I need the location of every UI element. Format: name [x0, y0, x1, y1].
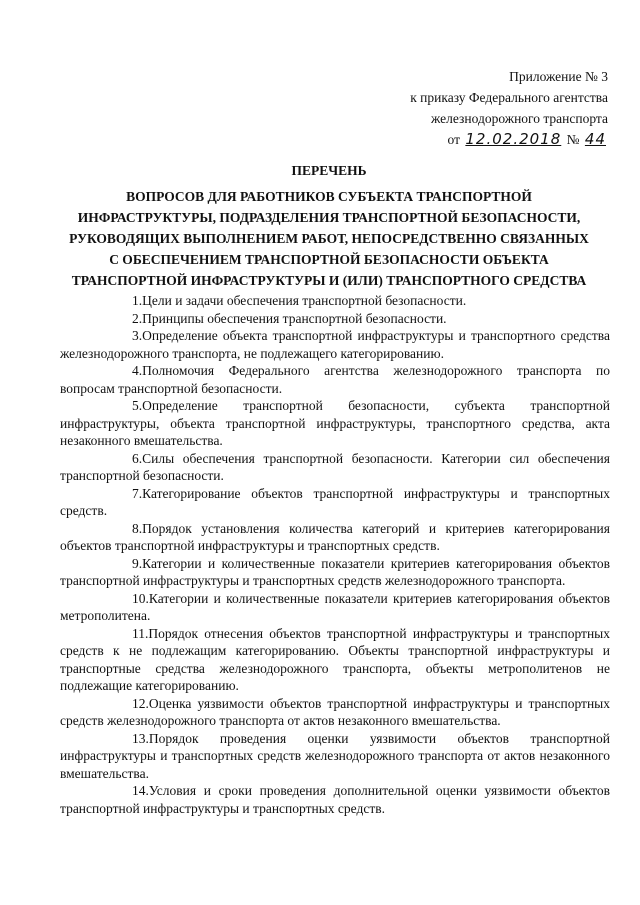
list-item	[60, 485, 610, 520]
item-number: 10.	[132, 590, 149, 606]
title-line-3: ИНФРАСТРУКТУРЫ, ПОДРАЗДЕЛЕНИЯ ТРАНСПОРТНОЙ БЕЗОПАСНОСТИ,	[77, 210, 581, 225]
item-number: 12.	[132, 695, 149, 711]
list-item	[60, 327, 610, 362]
list-item	[60, 397, 610, 450]
item-text: Оценка уязвимости объектов транспортной инфраструктуры и транспортных средств железнодорожного транспорта от актов незаконного вмешательства.	[60, 695, 610, 728]
item-number: 3.	[132, 328, 143, 343]
item-number: 2.	[132, 310, 143, 326]
item-text: Определение объекта транспортной инфраструктуры и транспортного средства железнодорожного транспорта, не подлежащего категорированию.	[60, 328, 610, 361]
item-text: Порядок проведения оценки уязвимости объектов транспортной инфраструктуры и транспортных средств железнодорожного транспорта от актов незаконного вмешательства.	[60, 730, 610, 781]
item-number: 6.	[132, 450, 143, 466]
title-line-2: ВОПРОСОВ ДЛЯ РАБОТНИКОВ СУБЪЕКТА ТРАНСПОРТНОЙ	[126, 189, 532, 204]
date-number-line	[410, 129, 608, 150]
title-line-6: ТРАНСПОРТНОЙ ИНФРАСТРУКТУРЫ И (ИЛИ) ТРАНСПОРТНОГО СРЕДСТВА	[71, 273, 587, 288]
agency-line: железнодорожного транспорта	[431, 111, 608, 126]
appendix-block	[410, 66, 608, 150]
item-text: Силы обеспечения транспортной безопасности. Категории сил обеспечения транспортной безопасности.	[60, 450, 610, 483]
item-number: 14.	[132, 783, 149, 798]
list-item	[60, 695, 610, 730]
item-number: 11.	[132, 625, 149, 641]
item-number: 13.	[132, 730, 149, 746]
list-item	[60, 590, 610, 625]
item-number: 9.	[132, 555, 143, 571]
handwritten-date: 12.02.2018	[465, 130, 562, 148]
item-text: Порядок установления количества категорий и критериев категорирования объектов транспортной инфраструктуры и транспортных средств.	[60, 520, 610, 553]
questions-list	[60, 292, 610, 817]
item-text: Полномочия Федерального агентства железнодорожного транспорта по вопросам транспортной безопасности.	[60, 363, 610, 396]
order-line: к приказу Федерального агентства	[410, 90, 608, 105]
title-line-4: РУКОВОДЯЩИХ ВЫПОЛНЕНИЕМ РАБОТ, НЕПОСРЕДСТВЕННО СВЯЗАННЫХ	[69, 231, 589, 246]
handwritten-number: 44	[584, 130, 606, 148]
item-number: 8.	[132, 520, 143, 536]
item-text: Принципы обеспечения транспортной безопасности.	[142, 310, 447, 326]
item-number: 4.	[132, 363, 143, 378]
item-text: Категории и количественные показатели критериев категорирования объектов транспортной инфраструктуры и транспортных средств железнодорожного транспорта.	[60, 555, 610, 588]
list-item	[60, 450, 610, 485]
list-item	[60, 520, 610, 555]
item-text: Категории и количественные показатели критериев категорирования объектов метрополитена.	[60, 590, 610, 623]
item-text: Порядок отнесения объектов транспортной инфраструктуры и транспортных средств к не подлежащим категорированию. Объекты транспортной инфраструктуры и транспортные средства железнодорожного транспорта, объекты метрополитенов не подлежащие категорированию.	[60, 625, 610, 693]
list-item	[60, 625, 610, 695]
list-item	[60, 362, 610, 397]
item-text: Категорирование объектов транспортной инфраструктуры и транспортных средств.	[60, 485, 610, 518]
list-item	[60, 310, 610, 328]
item-number: 1.	[132, 293, 143, 308]
list-item	[60, 292, 610, 310]
list-item	[60, 555, 610, 590]
item-text: Условия и сроки проведения дополнительной оценки уязвимости объектов транспортной инфраструктуры и транспортных средств.	[60, 783, 610, 816]
item-number: 5.	[132, 398, 143, 413]
document-title	[50, 160, 608, 291]
item-text: Определение транспортной безопасности, субъекта транспортной инфраструктуры, объекта транспортной инфраструктуры, транспортного средства, акта незаконного вмешательства.	[60, 398, 610, 448]
number-prefix: №	[566, 132, 580, 147]
list-item	[60, 782, 610, 817]
appendix-title: Приложение № 3	[509, 69, 608, 84]
title-line-1: ПЕРЕЧЕНЬ	[291, 163, 367, 178]
item-number: 7.	[132, 485, 143, 501]
title-line-5: С ОБЕСПЕЧЕНИЕМ ТРАНСПОРТНОЙ БЕЗОПАСНОСТИ ОБЪЕКТА	[109, 252, 549, 267]
date-prefix: от	[447, 132, 460, 147]
list-item	[60, 730, 610, 783]
item-text: Цели и задачи обеспечения транспортной безопасности.	[142, 293, 467, 308]
